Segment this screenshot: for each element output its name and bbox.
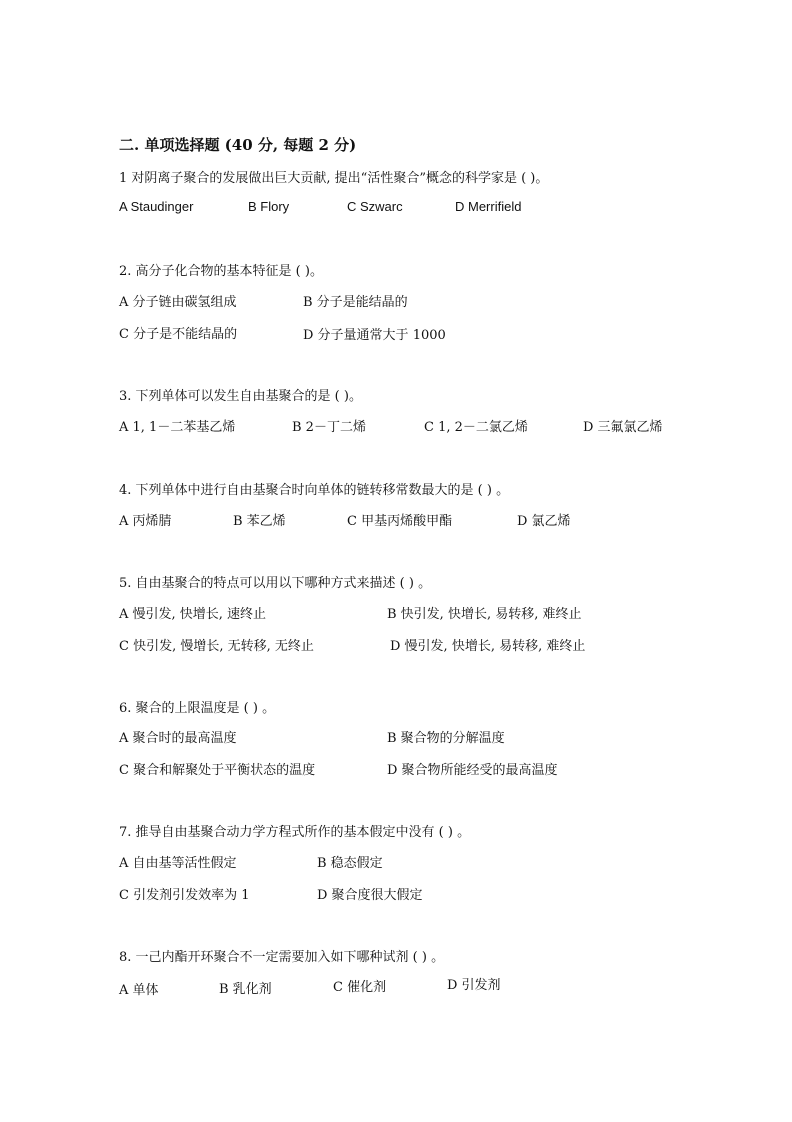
- question-2-option-c: C 分子是不能结晶的: [119, 327, 238, 342]
- question-3-option-a: A 1, 1－二苯基乙烯: [119, 420, 236, 435]
- question-5-option-d: D 慢引发, 快增长, 易转移, 难终止: [390, 639, 586, 654]
- question-3-option-b: B 2－丁二烯: [292, 420, 366, 435]
- question-7-option-b: B 稳态假定: [317, 856, 383, 871]
- question-4-stem: 4. 下列单体中进行自由基聚合时向单体的链转移常数最大的是 ( ) 。: [119, 483, 510, 498]
- question-5-option-a: A 慢引发, 快增长, 速终止: [119, 607, 267, 622]
- question-4-option-c: C 甲基丙烯酸甲酯: [347, 514, 453, 529]
- question-7-option-a: A 自由基等活性假定: [119, 856, 237, 871]
- question-2-option-b: B 分子是能结晶的: [303, 295, 408, 310]
- question-8-option-a: A 单体: [119, 983, 159, 998]
- section-title: 二. 单项选择题 (40 分, 每题 2 分): [119, 136, 357, 154]
- question-6-option-d: D 聚合物所能经受的最高温度: [387, 763, 558, 778]
- question-5-stem: 5. 自由基聚合的特点可以用以下哪种方式来描述 ( ) 。: [119, 576, 432, 591]
- question-4-option-a: A 丙烯腈: [119, 514, 172, 529]
- question-8-option-c: C 催化剂: [333, 980, 387, 995]
- question-4-option-b: B 苯乙烯: [233, 514, 286, 529]
- question-8-stem: 8. 一己内酯开环聚合不一定需要加入如下哪种试剂 ( ) 。: [119, 950, 445, 965]
- question-6-stem: 6. 聚合的上限温度是 ( ) 。: [119, 701, 276, 716]
- question-2-option-a: A 分子链由碳氢组成: [119, 295, 237, 310]
- question-2-stem: 2. 高分子化合物的基本特征是 ( )。: [119, 264, 323, 279]
- question-1-option-d: D Merrifield: [455, 199, 522, 214]
- question-4-option-d: D 氯乙烯: [517, 514, 571, 529]
- question-1-option-a: A Staudinger: [119, 199, 194, 214]
- question-1-stem: 1 对阴离子聚合的发展做出巨大贡献, 提出“活性聚合”概念的科学家是 ( )。: [119, 171, 549, 186]
- question-8-option-b: B 乳化剂: [219, 982, 272, 997]
- question-2-option-d: D 分子量通常大于 1000: [303, 328, 446, 343]
- question-7-option-c: C 引发剂引发效率为 1: [119, 888, 250, 903]
- question-8-option-d: D 引发剂: [447, 978, 501, 993]
- question-7-option-d: D 聚合度很大假定: [317, 888, 423, 903]
- question-3-option-d: D 三氟氯乙烯: [583, 420, 663, 435]
- question-5-option-c: C 快引发, 慢增长, 无转移, 无终止: [119, 639, 314, 654]
- question-3-option-c: C 1, 2－二氯乙烯: [424, 420, 528, 435]
- question-5-option-b: B 快引发, 快增长, 易转移, 难终止: [387, 607, 582, 622]
- question-6-option-a: A 聚合时的最高温度: [119, 731, 237, 746]
- question-1-option-c: C Szwarc: [347, 199, 403, 214]
- question-6-option-b: B 聚合物的分解温度: [387, 731, 505, 746]
- question-1-option-b: B Flory: [248, 199, 290, 214]
- question-3-stem: 3. 下列单体可以发生自由基聚合的是 ( )。: [119, 389, 362, 404]
- question-6-option-c: C 聚合和解聚处于平衡状态的温度: [119, 763, 316, 778]
- question-7-stem: 7. 推导自由基聚合动力学方程式所作的基本假定中没有 ( ) 。: [119, 825, 471, 840]
